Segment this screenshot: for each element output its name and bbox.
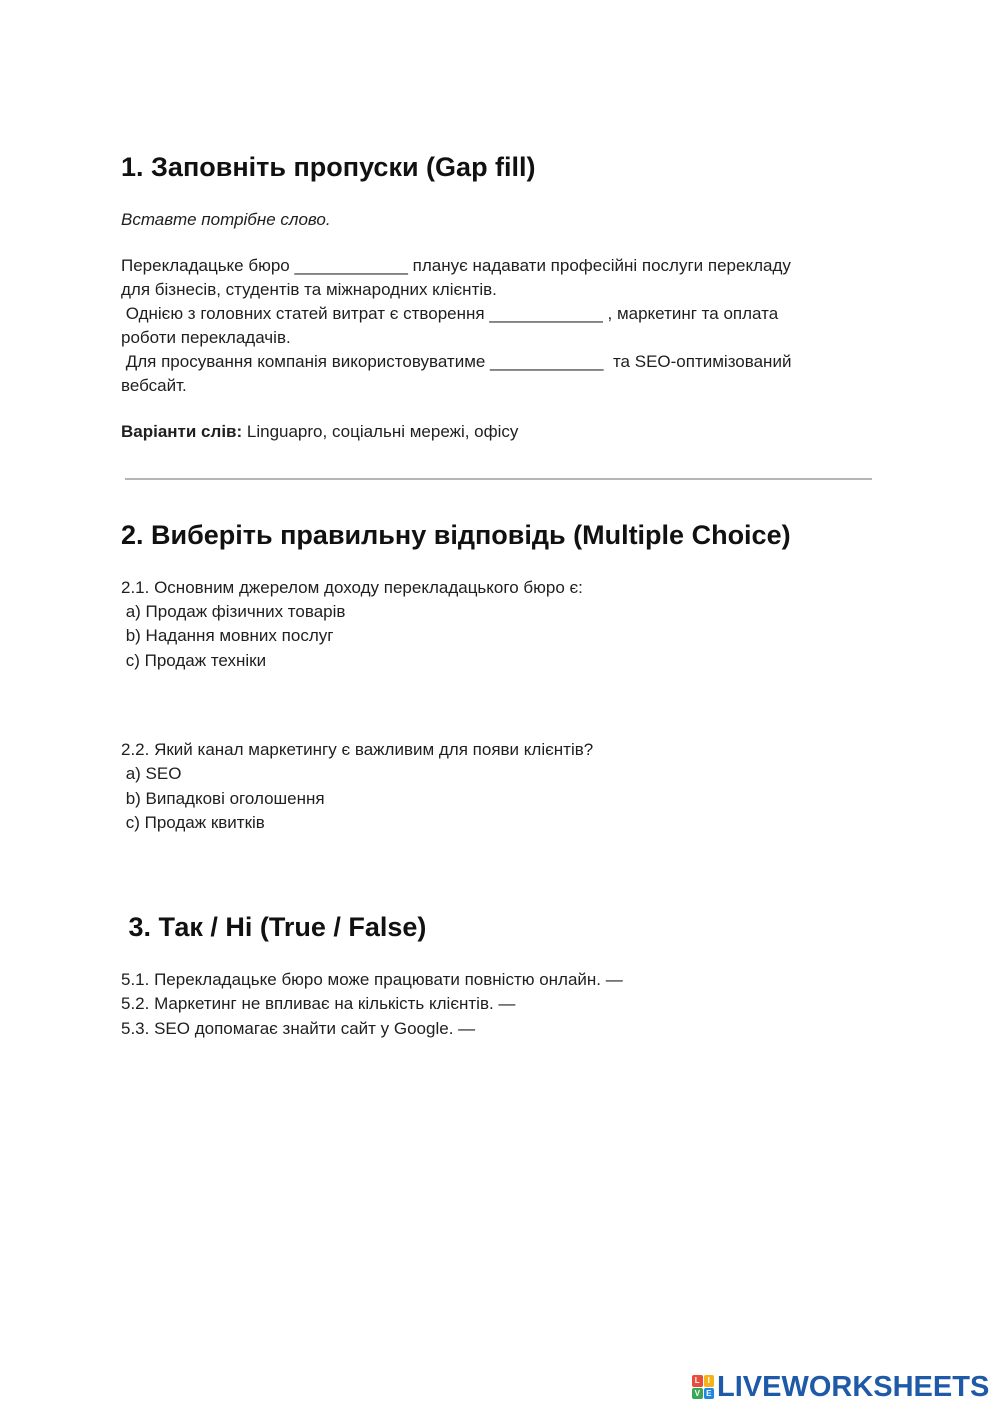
gap-fill-line-1: Перекладацьке бюро ____________ планує надавати професійні послуги перекладу	[121, 256, 791, 275]
gap-fill-line-6: вебсайт.	[121, 376, 187, 395]
question-2-1: 2.1. Основним джерелом доходу перекладацького бюро є:	[121, 578, 583, 597]
liveworksheets-brand	[692, 1372, 989, 1402]
logo-letter-e: E	[704, 1388, 715, 1400]
section2-title: 2. Виберіть правильну відповідь (Multiple Choice)	[121, 520, 791, 550]
word-options-label: Варіанти слів:	[121, 422, 243, 441]
question-2-1-option-a: a) Продаж фізичних товарів	[121, 602, 346, 621]
question-2-1-option-c: c) Продаж техніки	[121, 651, 267, 670]
gap-fill-line-2: для бізнесів, студентів та міжнародних клієнтів.	[121, 280, 497, 299]
brand-name: LIVEWORKSHEETS	[717, 1370, 990, 1403]
question-2-2-option-a: a) SEO	[121, 764, 182, 783]
section3-title: 3. Так / Ні (True / False)	[121, 912, 427, 942]
question-2-2: 2.2. Який канал маркетингу є важливим для появи клієнтів?	[121, 740, 594, 759]
question-2-2-option-c: c) Продаж квитків	[121, 813, 265, 832]
logo-letter-l: L	[692, 1375, 703, 1387]
question-2-1-option-b: b) Надання мовних послуг	[121, 626, 334, 645]
statement-5-3: 5.3. SEO допомагає знайти сайт у Google. —	[121, 1019, 476, 1038]
statement-5-2: 5.2. Маркетинг не впливає на кількість клієнтів. —	[121, 994, 516, 1013]
section1-title: 1. Заповніть пропуски (Gap fill)	[121, 152, 536, 182]
section-divider	[125, 478, 872, 480]
logo-letter-v: V	[692, 1388, 703, 1400]
word-options	[121, 420, 518, 444]
word-options-text: Linguapro, соціальні мережі, офісу	[242, 422, 519, 441]
statement-5-1: 5.1. Перекладацьке бюро може працювати повністю онлайн. —	[121, 970, 623, 989]
gap-fill-line-4: роботи перекладачів.	[121, 328, 291, 347]
liveworksheets-logo-icon	[692, 1375, 714, 1399]
section1-instruction: Вставте потрібне слово.	[121, 210, 331, 229]
question-2-2-option-b: b) Випадкові оголошення	[121, 789, 325, 808]
gap-fill-line-5: Для просування компанія використовуватиме ____________ та SEO-оптимізований	[121, 352, 792, 371]
logo-letter-i: I	[704, 1375, 715, 1387]
gap-fill-line-3: Однією з головних статей витрат є створення ____________ , маркетинг та оплата	[121, 304, 779, 323]
